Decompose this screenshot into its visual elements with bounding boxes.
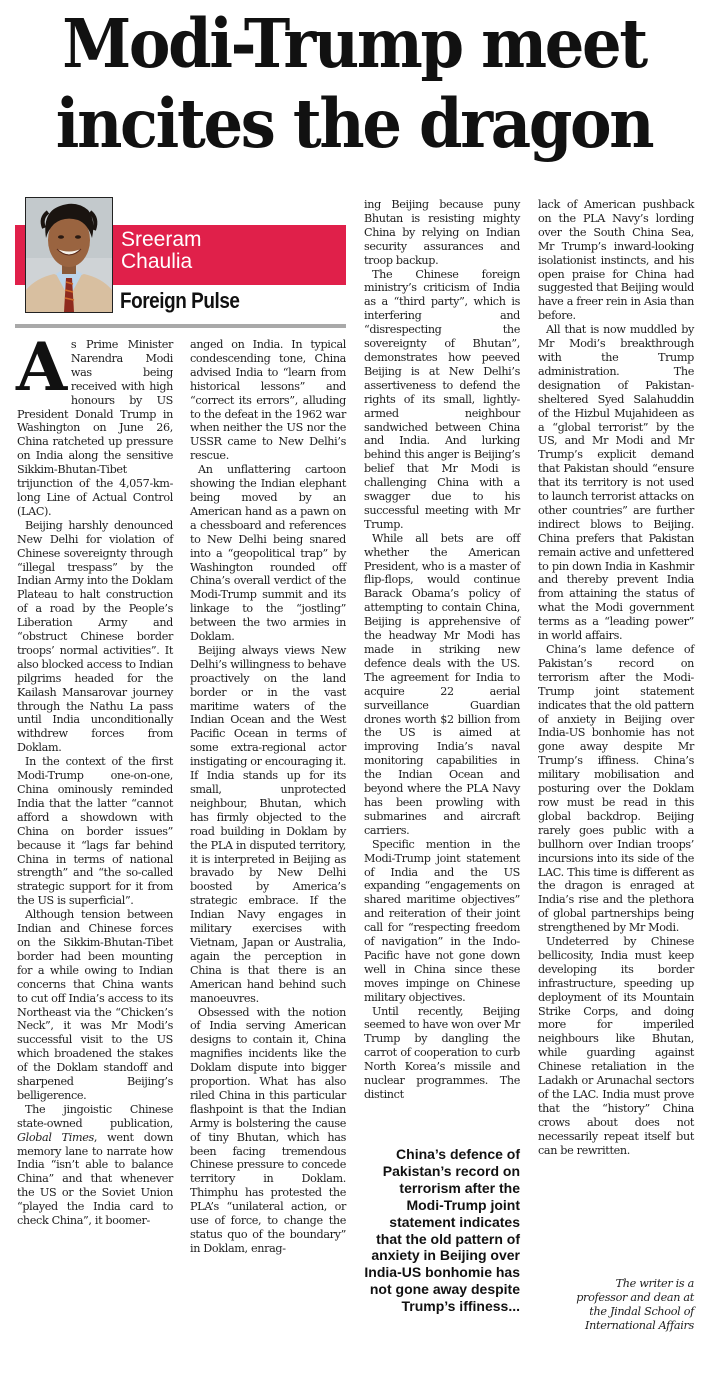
article-paragraph: ing Beijing because puny Bhutan is resisting mighty China by relying on Indian security assurances and troop backup. — [364, 198, 520, 267]
author-first-name: Sreeram — [121, 228, 202, 251]
credit-line: professor and dean at — [576, 1291, 694, 1304]
article-column-3 — [364, 198, 520, 1102]
article-paragraph — [17, 1103, 173, 1228]
author-portrait-image — [26, 198, 112, 312]
article-paragraph: Beijing harshly denounced New Delhi for violation of Chinese sovereignty through “illegal trespass” by the Indian Army into the Doklam Plateau to halt construction of a road by the People’s Liberation Army and “obstruct Chinese border troops’ normal activities”. It also blocked access to Indian pilgrims headed for the Kailash Mansarovar journey through the Nathu La pass until India unconditionally withdrew forces from Doklam. — [17, 518, 173, 755]
headline-line-1: Modi-Trump meet — [62, 4, 646, 83]
article-paragraph: Obsessed with the notion of India serving American designs to contain it, China magnifies incidents like the Doklam dispute into bigger proportion. What has also riled China in this particular flashpoint is that the Indian Army is bolstering the cause of tiny Bhutan, which has been facing tremendous Chinese pressure to concede territory in Doklam. Thimphu has protested the PLA’s “unilateral action, or use of force, to change the status quo of the boundary” in Doklam, enrag- — [190, 1005, 346, 1255]
paragraph-text: The jingoistic Chinese state-owned publication, — [17, 1102, 173, 1130]
article-paragraph — [16, 328, 173, 519]
column-name: Foreign Pulse — [120, 288, 240, 313]
author-photo — [25, 197, 113, 313]
pull-quote: China’s defence of Pakistan’s record on terrorism after the Modi-Trump joint statement indicates that the old pattern of anxiety in Beijing over India-US bonhomie has not gone away despite Trump’s iffiness... — [364, 1146, 520, 1315]
article-paragraph: Until recently, Beijing seemed to have won over Mr Trump by dangling the carrot of cooperation to curb North Korea’s missile and nuclear programmes. The distinct — [364, 1004, 520, 1101]
credit-line: International Affairs — [585, 1319, 694, 1332]
article-paragraph: Beijing always views New Delhi’s willingness to behave proactively on the land border or in the vast maritime waters of the Indian Ocean and the West Pacific Ocean in terms of some extra-regional actor instigating or encouraging it. If India stands up for its small, unprotected neighbour, Bhutan, which has firmly objected to the road building in Doklam by the PLA in disputed territory, it is interpreted in Beijing as bravado by New Delhi boosted by America’s strategic embrace. If the Indian Navy engages in military exercises with Vietnam, Japan or Australia, again the perception in China is that there is an American hand behind such manoeuvres. — [190, 643, 346, 1005]
article-paragraph: China’s lame defence of Pakistan’s record on terrorism after the Modi-Trump joint statement indicates that the old pattern of anxiety in Beijing over India-US bonhomie has not gone away despite Mr Trump’s iffiness. China’s military mobilisation and posturing over the Doklam row must be read in this global backdrop. Beijing rarely goes public with a bullhorn over Indian troops’ incursions into its side of the LAC. This time is different as the dragon is enraged at India’s rise and the plethora of global partnerships being strengthened by Mr Modi. — [538, 643, 694, 935]
author-credit — [538, 1277, 694, 1333]
article-paragraph: Undeterred by Chinese bellicosity, India must keep developing its border infrastructure, speeding up deployment of its Mountain Strike Corps, and doing more for imperiled neighbours like Bhutan, while guarding against Chinese retaliation in the Ladakh or Arunachal sectors of the LAC. India must prove that the “history” China crows about does not necessarily repeat itself but can be rewritten. — [538, 935, 694, 1157]
publication-name: Global Times — [17, 1130, 94, 1144]
byline-block — [15, 195, 346, 327]
article-paragraph: While all bets are off whether the American President, who is a master of flip-flops, would continue Barack Obama’s policy of attempting to contain China, Beijing is apprehensive of the headway Mr Modi has made in striking new defence deals with the US. The agreement for India to acquire 22 aerial surveillance Guardian drones worth $2 billion from the US is aimed at improving India’s naval monitoring capabilities in the Indian Ocean and beyond where the PLA Navy has been prowling with submarines and aircraft carriers. — [364, 531, 520, 837]
article-paragraph: In the context of the first Modi-Trump one-on-one, China ominously reminded India that the latter “cannot afford a showdown with China on border issues” because it “lags far behind China in terms of national strength” and “the so-called strategic support for it from the US is superficial”. — [17, 755, 173, 908]
author-last-name: Chaulia — [121, 250, 193, 273]
article-column-2 — [190, 338, 346, 1256]
headline — [25, 4, 683, 164]
article-column-4 — [538, 198, 694, 1158]
author-name — [121, 229, 202, 273]
article-paragraph: Specific mention in the Modi-Trump joint statement of India and the US expanding “engagements on shared maritime objectives” and reiteration of their joint call for “respecting freedom of navigation” in the Indo-Pacific have not gone down well in China since these moves impinge on Chinese military objectives. — [364, 837, 520, 1004]
credit-line: The writer is a — [615, 1277, 694, 1290]
headline-line-2: incites the dragon — [55, 84, 653, 163]
paragraph-text: s Prime Minister Narendra Modi was being received with high honours by US President Donald Trump in Washington on June 26, China ratcheted up pressure on India along the sensitive Sikkim-Bhutan-Tibet trijunction of the 4,057-km-long Line of Actual Control (LAC). — [17, 338, 173, 518]
article-paragraph: An unflattering cartoon showing the Indian elephant being moved by an American hand as a pawn on a chessboard and references to New Delhi being snared into a “geopolitical trap” by Washington rounded off China’s overall verdict of the Modi-Trump summit and its linkage to the “jostling” between the two armies in Doklam. — [190, 463, 346, 644]
article-column-1 — [16, 328, 173, 1228]
article-paragraph: anged on India. In typical condescending tone, China advised India to “learn from historical lessons” and “correct its errors”, alluding to the defeat in the 1962 war when neither the US nor the USSR came to New Delhi’s rescue. — [190, 338, 346, 463]
article-paragraph: All that is now muddled by Mr Modi’s breakthrough with the Trump administration. The designation of Pakistan-sheltered Syed Salahuddin of the Hizbul Mujahideen as a “global terrorist” by the US, and Mr Modi and Mr Trump’s explicit demand that Pakistan should “ensure that its territory is not used to launch terrorist attacks on other countries” are further indirect blows to Beijing. China prefers that Pakistan remain active and unfettered to pin down India in Kashmir and thereby prevent India from attaining the status of what the Modi government terms as a “leading power” in world affairs. — [538, 323, 694, 643]
article-paragraph: lack of American pushback on the PLA Navy’s lording over the South China Sea, Mr Trump’s inward-looking isolationist instincts, and his open praise for China had suggested that Beijing would have a freer rein in Asia than before. — [538, 198, 694, 323]
article-paragraph: The Chinese foreign ministry’s criticism of India as a “third party”, which is interfering and “disrespecting the sovereignty of Bhutan”, demonstrates how peeved Beijing is at New Delhi’s assertiveness to defend the rights of its small, lightly-armed neighbour sandwiched between China and India. And lurking behind this anger is Beijing’s belief that Mr Modi is challenging China with a swagger due to his successful meeting with Mr Trump. — [364, 267, 520, 531]
article-paragraph: Although tension between Indian and Chinese forces on the Sikkim-Bhutan-Tibet border had been mounting for a while owing to Indian concerns that China wants to cut off India’s access to its Northeast via the “Chicken’s Neck”, it was Mr Modi’s successful visit to the US which broadened the stakes of the Doklam standoff and sharpened Beijing’s belligerence. — [17, 908, 173, 1102]
paragraph-text: , went down memory lane to narrate how India “isn’t able to balance China” and that whenever the US or the Soviet Union “played the India card to check China”, it boomer- — [17, 1130, 173, 1228]
credit-line: the Jindal School of — [589, 1305, 694, 1318]
drop-cap: A — [16, 328, 67, 406]
